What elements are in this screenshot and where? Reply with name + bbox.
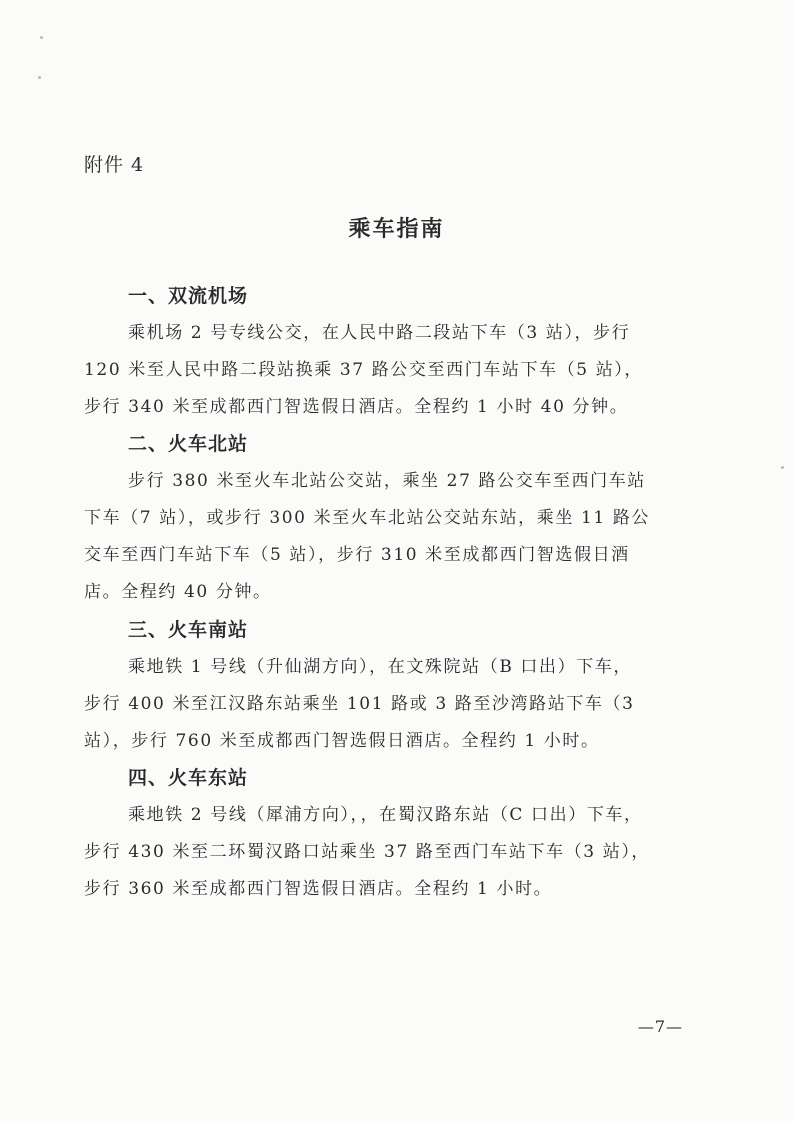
paragraph-line: 120 米至人民中路二段站换乘 37 路公交至西门车站下车（5 站）， — [84, 360, 644, 380]
page-title: 乘车指南 — [348, 216, 445, 242]
paragraph-line: 步行 380 米至火车北站公交站，乘坐 27 路公交车至西门车站 — [128, 471, 646, 491]
section-shuangliu-airport — [84, 278, 698, 426]
section-heading: 二、火车北站 — [128, 433, 249, 455]
paragraph-line: 下车（7 站），或步行 300 米至火车北站公交站东站，乘坐 11 路公 — [84, 508, 651, 528]
scan-speck — [40, 36, 43, 39]
paragraph-line: 乘机场 2 号专线公交，在人民中路二段站下车（3 站），步行 — [128, 323, 631, 343]
section-heading: 三、火车南站 — [128, 619, 249, 641]
paragraph-line: 交车至西门车站下车（5 站），步行 310 米至成都西门智选假日酒 — [84, 545, 630, 565]
paragraph-line: 步行 400 米至江汉路东站乘坐 101 路或 3 路至沙湾路站下车（3 — [84, 694, 635, 714]
paragraph-line: 步行 360 米至成都西门智选假日酒店。全程约 1 小时。 — [84, 879, 553, 899]
paragraph-line: 站），步行 760 米至成都西门智选假日酒店。全程约 1 小时。 — [84, 731, 600, 751]
section-heading: 一、双流机场 — [128, 285, 249, 307]
section-south-station — [84, 612, 698, 760]
section-east-station — [84, 760, 698, 908]
paragraph-line: 乘地铁 2 号线（犀浦方向），，在蜀汉路东站（C 口出）下车， — [128, 805, 643, 825]
paragraph-line: 乘地铁 1 号线（升仙湖方向），在文殊院站（B 口出）下车， — [128, 657, 633, 677]
attachment-label: 附件 4 — [84, 154, 145, 176]
scan-speck — [38, 76, 41, 79]
section-north-station — [84, 426, 698, 611]
paragraph-line: 店。全程约 40 分钟。 — [84, 582, 272, 602]
page-number: —7— — [637, 1017, 683, 1036]
paragraph-line: 步行 430 米至二环蜀汉路口站乘坐 37 路至西门车站下车（3 站）， — [84, 842, 651, 862]
paragraph-line: 步行 340 米至成都西门智选假日酒店。全程约 1 小时 40 分钟。 — [84, 397, 629, 417]
section-heading: 四、火车东站 — [128, 767, 249, 789]
scan-speck — [781, 466, 784, 469]
